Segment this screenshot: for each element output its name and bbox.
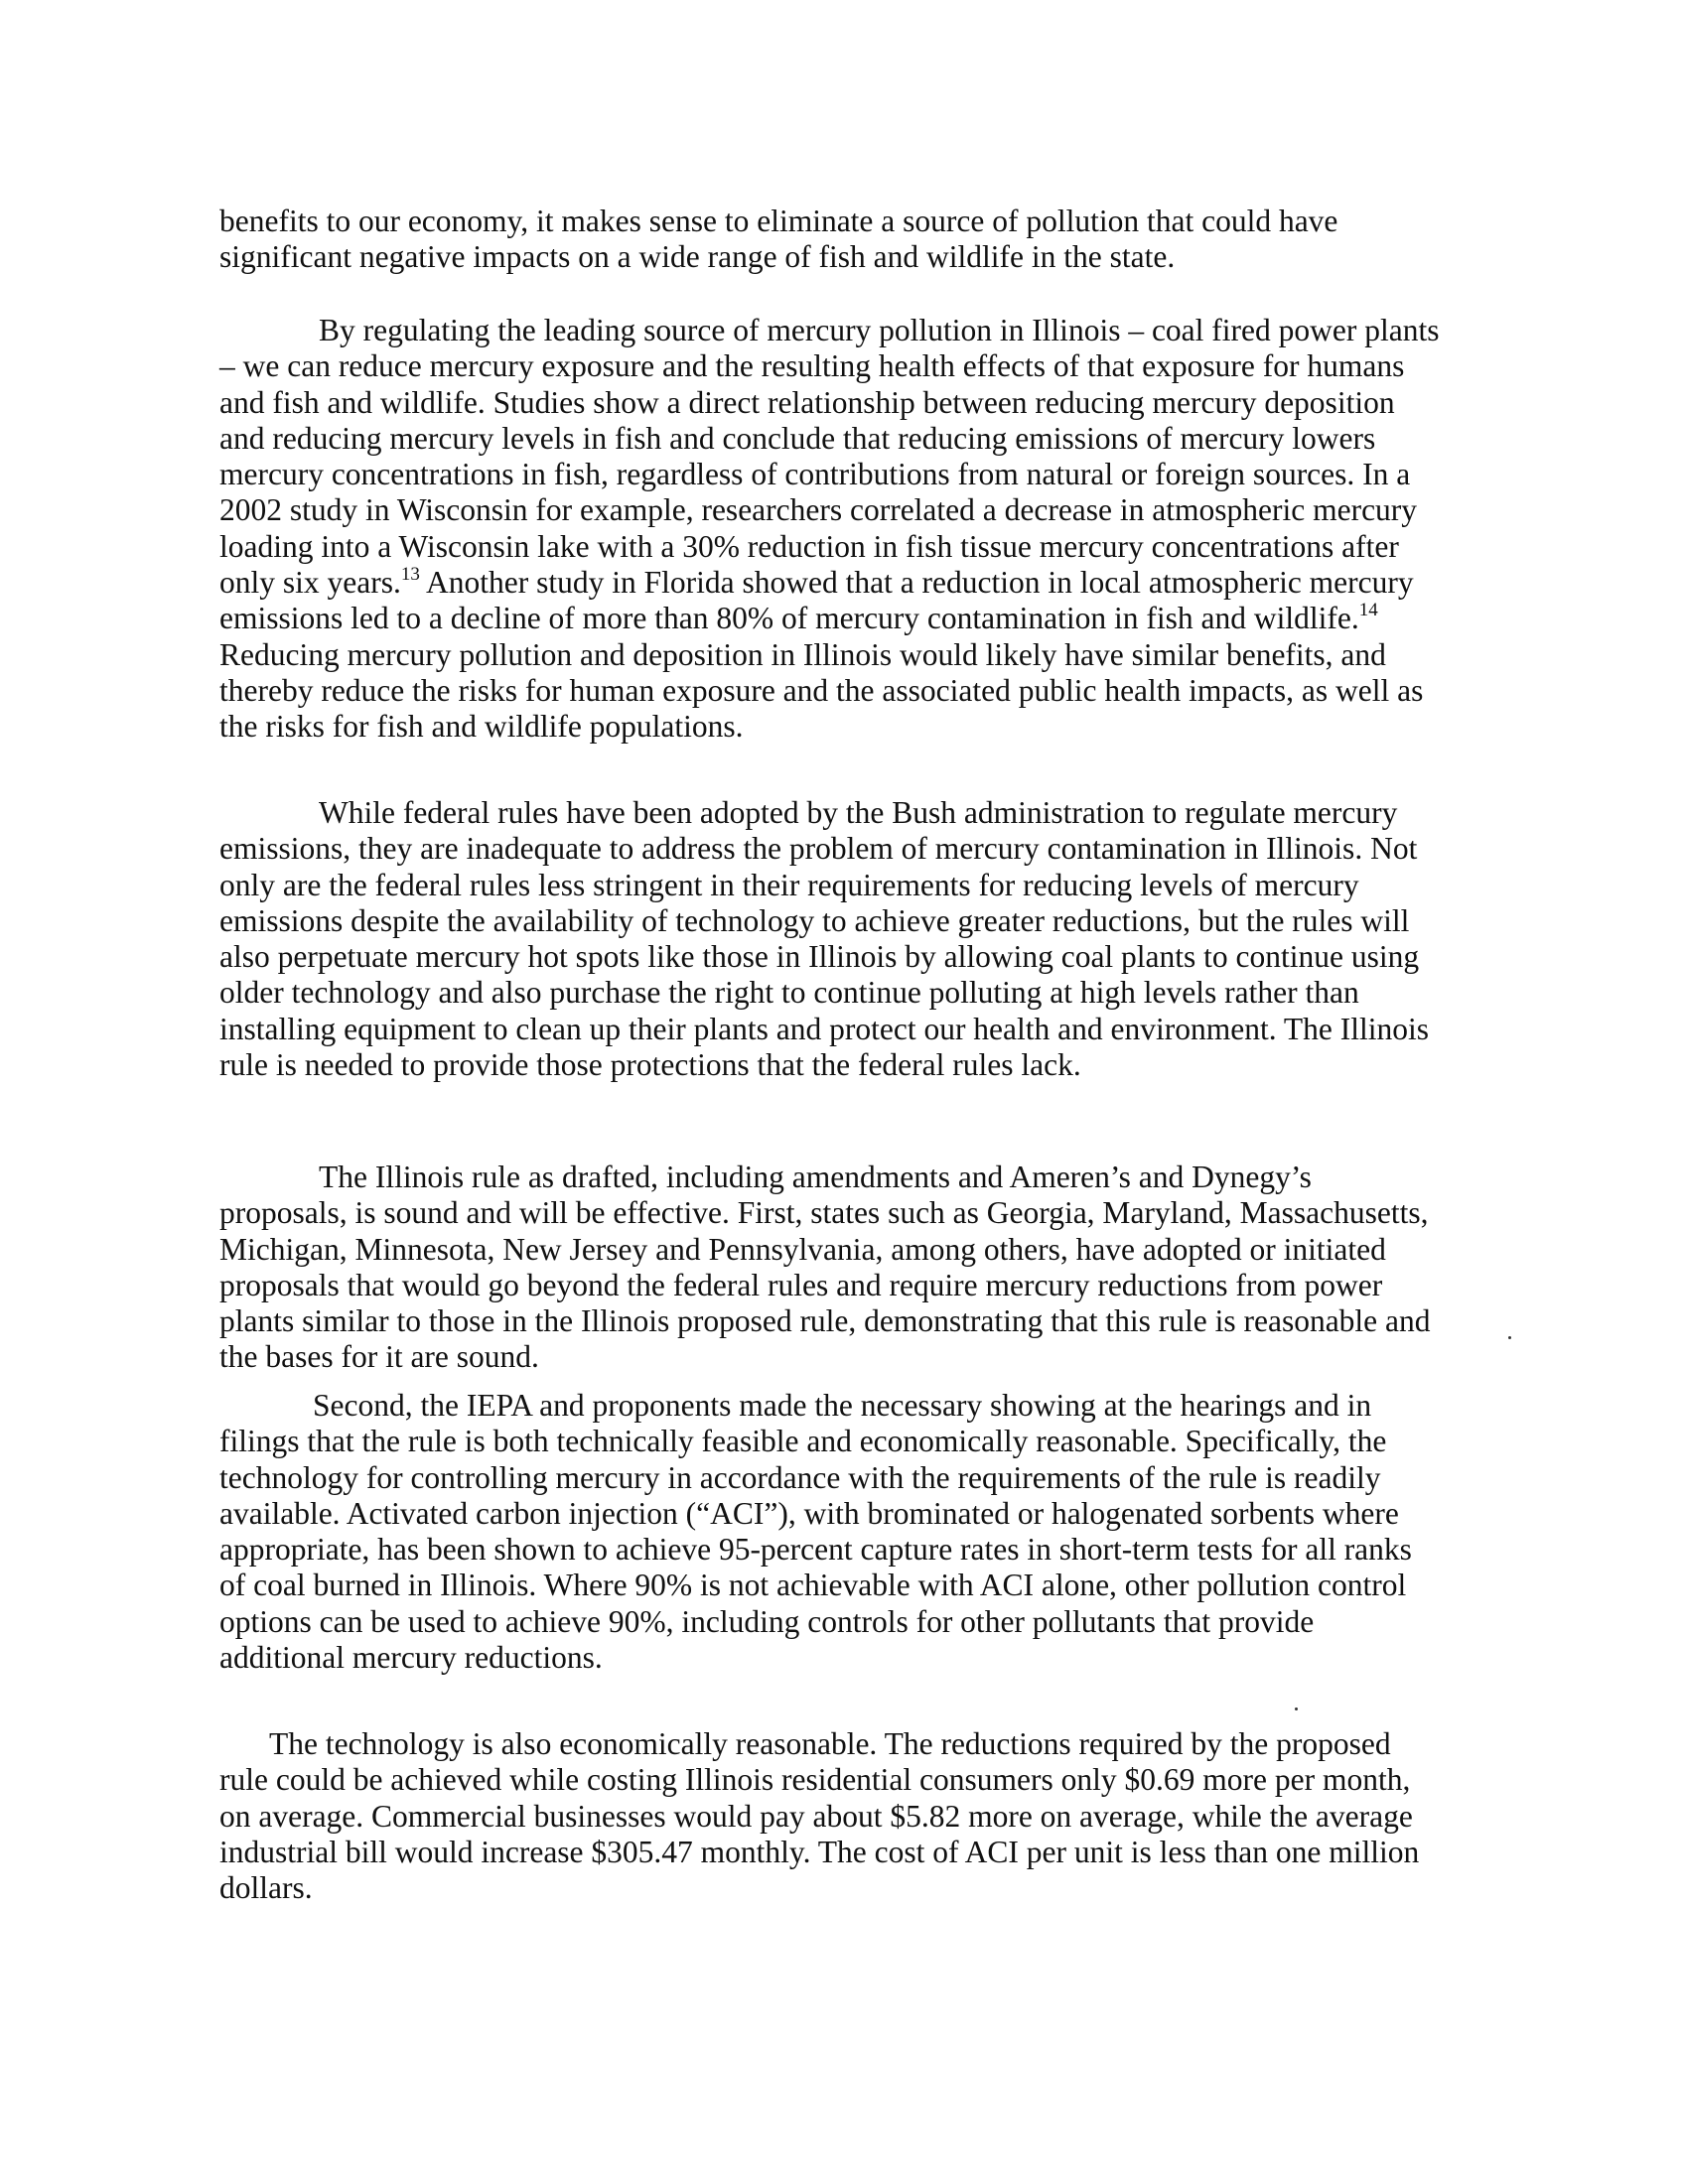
footnote-ref-14: 14 xyxy=(1358,600,1378,621)
text-line: additional mercury reductions. xyxy=(219,1640,603,1676)
text-line: loading into a Wisconsin lake with a 30% reduction in fish tissue mercury concentrations after xyxy=(219,528,1399,564)
text-line: dollars. xyxy=(219,1870,313,1906)
paragraph-2 xyxy=(219,313,1506,746)
scan-speck xyxy=(1295,1707,1298,1710)
text-line: the bases for it are sound. xyxy=(219,1339,539,1375)
text-line: the risks for fish and wildlife populations. xyxy=(219,709,744,745)
text-segment: only six years. xyxy=(219,565,401,601)
text-line: and fish and wildlife. Studies show a direct relationship between reducing mercury deposition xyxy=(219,384,1395,420)
text-line: thereby reduce the risks for human exposure and the associated public health impacts, as well as xyxy=(219,672,1424,708)
text-line: and reducing mercury levels in fish and conclude that reducing emissions of mercury lowers xyxy=(219,420,1376,456)
text-line xyxy=(219,601,1506,636)
text-line: older technology and also purchase the right to continue polluting at high levels rather than xyxy=(219,975,1359,1011)
text-line: 2002 study in Wisconsin for example, researchers correlated a decrease in atmospheric mercury xyxy=(219,492,1418,528)
text-line: filings that the rule is both technically feasible and economically reasonable. Specifically, the xyxy=(219,1424,1387,1459)
text-line: significant negative impacts on a wide range of fish and wildlife in the state. xyxy=(219,239,1176,275)
text-line: rule is needed to provide those protections that the federal rules lack. xyxy=(219,1047,1081,1083)
paragraph-6 xyxy=(219,1726,1506,1906)
text-line: options can be used to achieve 90%, including controls for other pollutants that provide xyxy=(219,1603,1315,1639)
text-line: The technology is also economically reasonable. The reductions required by the proposed xyxy=(269,1726,1391,1761)
text-line: rule could be achieved while costing Illinois residential consumers only $0.69 more per month, xyxy=(219,1762,1411,1798)
text-line: industrial bill would increase $305.47 monthly. The cost of ACI per unit is less than one million xyxy=(219,1834,1420,1869)
text-line: Reducing mercury pollution and deposition in Illinois would likely have similar benefits, and xyxy=(219,636,1386,672)
text-segment: emissions led to a decline of more than 80% of mercury contamination in fish and wildlife. xyxy=(219,601,1359,636)
footnote-ref-13: 13 xyxy=(400,564,420,586)
text-line: emissions despite the availability of technology to achieve greater reductions, but the rules will xyxy=(219,902,1410,938)
text-line: available. Activated carbon injection (“ACI”), with brominated or halogenated sorbents where xyxy=(219,1495,1399,1531)
text-line: emissions, they are inadequate to address the problem of mercury contamination in Illinois. Not xyxy=(219,831,1418,867)
paragraph-4 xyxy=(219,1160,1506,1376)
text-segment: Another study in Florida showed that a reduction in local atmospheric mercury xyxy=(419,565,1414,601)
text-line: proposals, is sound and will be effective. First, states such as Georgia, Maryland, Massachusetts, xyxy=(219,1195,1429,1231)
text-line xyxy=(219,565,1506,601)
paragraph-1 xyxy=(219,204,1506,276)
text-line: benefits to our economy, it makes sense to eliminate a source of pollution that could have xyxy=(219,204,1338,238)
text-line: While federal rules have been adopted by the Bush administration to regulate mercury xyxy=(319,795,1398,830)
text-line: proposals that would go beyond the federal rules and require mercury reductions from power xyxy=(219,1267,1383,1302)
text-line: appropriate, has been shown to achieve 95-percent capture rates in short-term tests for all ranks xyxy=(219,1532,1412,1568)
text-line: technology for controlling mercury in accordance with the requirements of the rule is readily xyxy=(219,1459,1381,1495)
text-line: Second, the IEPA and proponents made the necessary showing at the hearings and in xyxy=(313,1388,1372,1423)
text-line: – we can reduce mercury exposure and the resulting health effects of that exposure for humans xyxy=(219,348,1405,384)
text-line: plants similar to those in the Illinois proposed rule, demonstrating that this rule is reasonable and xyxy=(219,1303,1431,1339)
scan-speck xyxy=(1508,1336,1511,1339)
text-line: installing equipment to clean up their plants and protect our health and environment. The Illinois xyxy=(219,1011,1429,1046)
text-line: Michigan, Minnesota, New Jersey and Pennsylvania, among others, have adopted or initiated xyxy=(219,1231,1386,1267)
text-line: also perpetuate mercury hot spots like those in Illinois by allowing coal plants to continue using xyxy=(219,939,1420,975)
text-line: mercury concentrations in fish, regardless of contributions from natural or foreign sources. In a xyxy=(219,457,1411,492)
text-line: By regulating the leading source of mercury pollution in Illinois – coal fired power plants xyxy=(319,313,1440,347)
paragraph-3 xyxy=(219,795,1506,1083)
text-line: of coal burned in Illinois. Where 90% is not achievable with ACI alone, other pollution control xyxy=(219,1568,1407,1603)
paragraph-5 xyxy=(219,1388,1506,1676)
text-line: only are the federal rules less stringent in their requirements for reducing levels of mercury xyxy=(219,867,1359,902)
text-line: on average. Commercial businesses would pay about $5.82 more on average, while the average xyxy=(219,1798,1413,1834)
text-line: The Illinois rule as drafted, including amendments and Ameren’s and Dynegy’s xyxy=(319,1160,1312,1194)
